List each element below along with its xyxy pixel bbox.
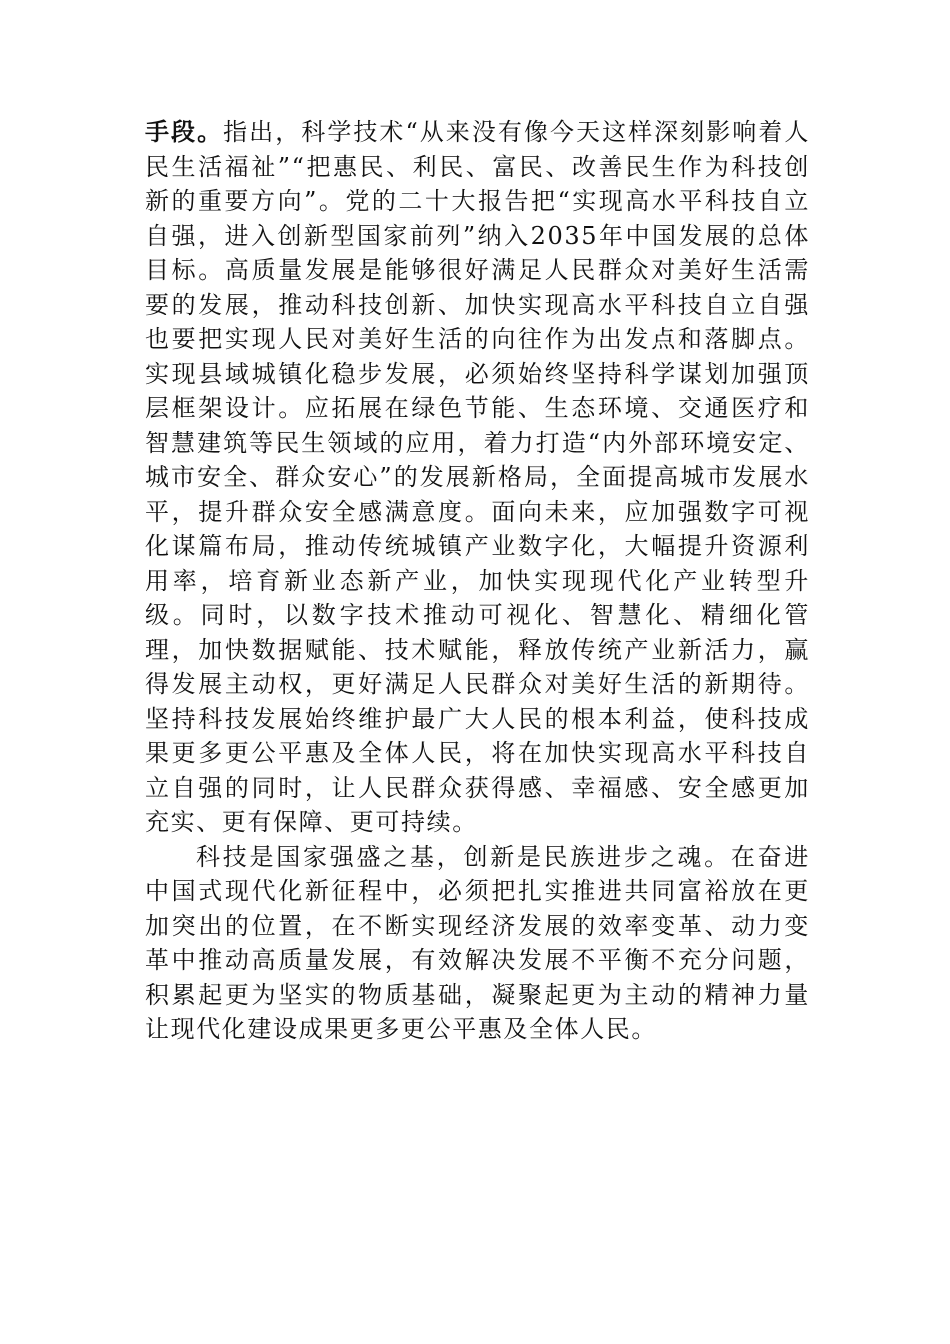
- paragraph-2: [145, 840, 810, 1047]
- paragraph-1-text: 指出，科学技术“从来没有像今天这样深刻影响着人民生活福祉”“把惠民、利民、富民、改善民生作为科技创新的重要方向”。党的二十大报告把“实现高水平科技自立自强，进入创新型国家前列”纳入2035年中国发展的总体目标。高质量发展是能够很好满足人民群众对美好生活需要的发展，推动科技创新、加快实现高水平科技自立自强也要把实现人民对美好生活的向往作为出发点和落脚点。实现县域城镇化稳步发展，必须始终坚持科学谋划加强顶层框架设计。应拓展在绿色节能、生态环境、交通医疗和智慧建筑等民生领域的应用，着力打造“内外部环境安定、城市安全、群众安心”的发展新格局，全面提高城市发展水平，提升群众安全感满意度。面向未来，应加强数字可视化谋篇布局，推动传统城镇产业数字化，大幅提升资源利用率，培育新业态新产业，加快实现现代化产业转型升级。同时，以数字技术推动可视化、智慧化、精细化管理，加快数据赋能、技术赋能，释放传统产业新活力，赢得发展主动权，更好满足人民群众对美好生活的新期待。坚持科技发展始终维护最广大人民的根本利益，使科技成果更多更公平惠及全体人民，将在加快实现高水平科技自立自强的同时，让人民群众获得感、幸福感、安全感更加充实、更有保障、更可持续。: [145, 118, 810, 836]
- document-body: [145, 115, 810, 1047]
- paragraph-1: [145, 115, 810, 840]
- paragraph-2-text: 科技是国家强盛之基，创新是民族进步之魂。在奋进中国式现代化新征程中，必须把扎实推进共同富裕放在更加突出的位置，在不断实现经济发展的效率变革、动力变革中推动高质量发展，有效解决发展不平衡不充分问题，积累起更为坚实的物质基础，凝聚起更为主动的精神力量让现代化建设成果更多更公平惠及全体人民。: [145, 842, 810, 1043]
- paragraph-1-lead: 手段。: [145, 117, 224, 146]
